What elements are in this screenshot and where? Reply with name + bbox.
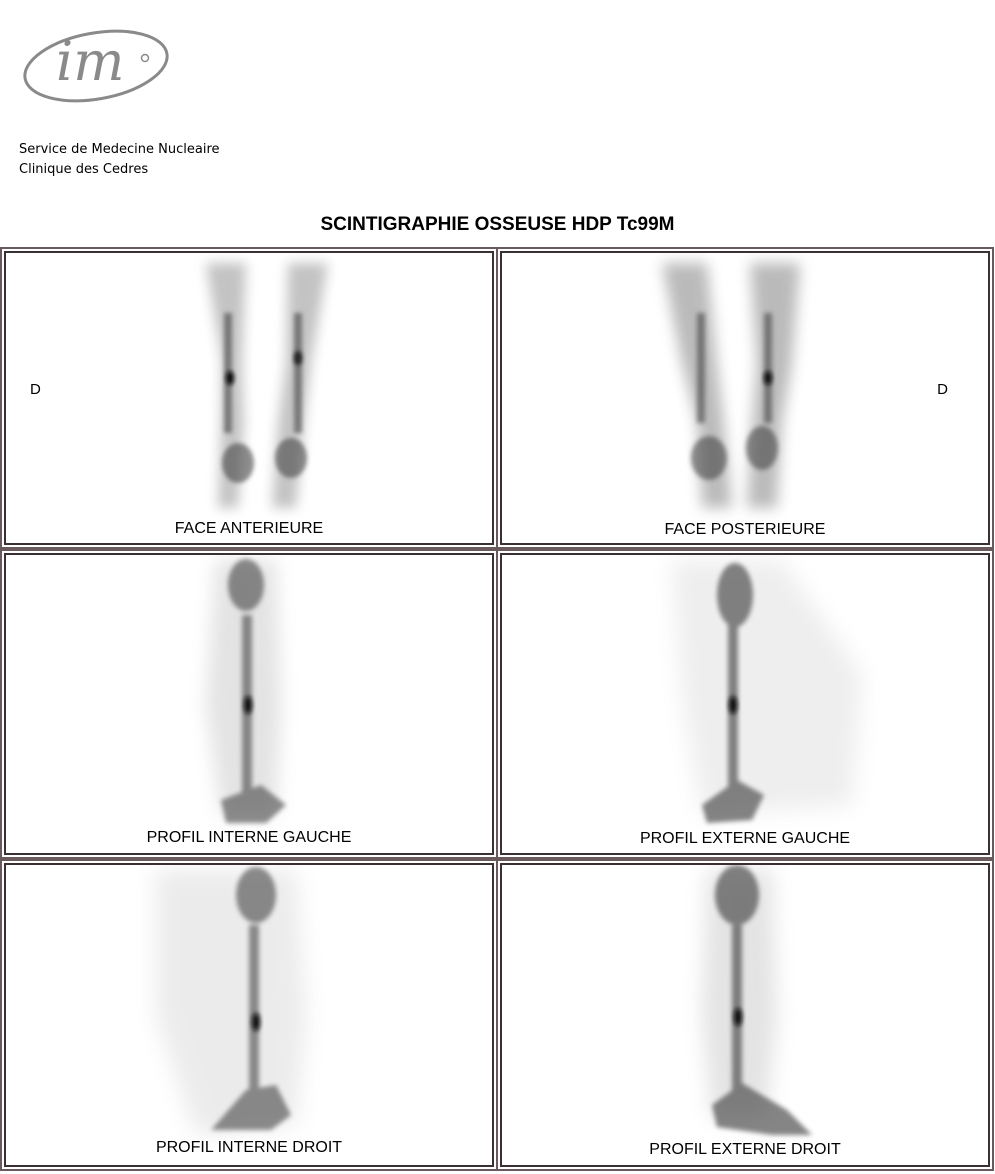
panel-caption: PROFIL EXTERNE GAUCHE [639,830,851,847]
scan-panel-profil-interne-droit [4,863,494,1167]
scan-panel-profil-externe-gauche [500,553,990,855]
panel-caption: FACE ANTERIEURE [174,520,324,537]
scan-panel-profil-externe-droit [500,863,990,1167]
panel-caption: PROFIL INTERNE DROIT [155,1139,343,1156]
page-title: SCINTIGRAPHIE OSSEUSE HDP Tc99M [320,214,675,235]
department-header [19,140,220,180]
clinic-name: Clinique des Cedres [19,162,149,177]
department-name: Service de Medecine Nucleaire [19,142,220,157]
scan-image-profil-externe-gauche [502,555,988,853]
scan-image-face-posterieure [502,253,988,543]
side-marker-right: D [30,381,41,398]
side-marker-right: D [937,381,948,398]
panel-caption: FACE POSTERIEURE [664,521,826,538]
svg-text:im: im [56,30,125,93]
panel-caption: PROFIL EXTERNE DROIT [649,1141,841,1158]
scan-image-profil-interne-gauche [6,555,492,853]
panel-caption: PROFIL INTERNE GAUCHE [146,829,352,846]
clinic-logo [18,18,178,110]
scan-panel-face-posterieure [500,251,990,545]
scan-image-profil-interne-droit [6,865,492,1165]
scan-image-face-anterieure [6,253,492,543]
scan-panel-face-anterieure [4,251,494,545]
scan-panel-profil-interne-gauche [4,553,494,855]
scan-image-profil-externe-droit [502,865,988,1165]
